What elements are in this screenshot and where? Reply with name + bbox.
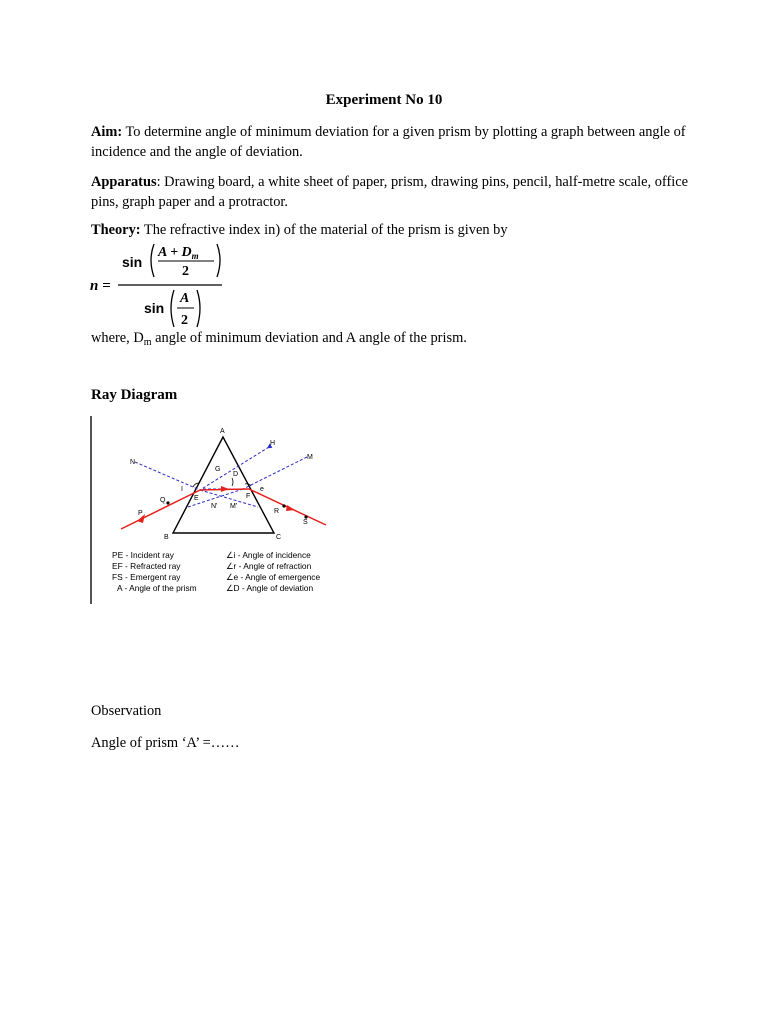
legend-emergent-ray: FS - Emergent ray (112, 572, 181, 582)
theory-label: Theory: (91, 222, 141, 238)
label-i: I (181, 486, 183, 493)
theory-paragraph (91, 220, 691, 240)
aim-label: Aim: (91, 124, 123, 140)
where-suffix: angle of minimum deviation and A angle of the prism. (151, 330, 467, 346)
normal-at-emergence (243, 457, 307, 489)
refractive-index-formula (88, 238, 238, 330)
ray-diagram (93, 420, 343, 605)
legend-angle-of-incidence: ∠i - Angle of incidence (226, 550, 311, 560)
theory-text: The refractive index in) of the material of the prism is given by (140, 222, 508, 238)
normal-at-incidence (135, 462, 200, 490)
angle-of-prism-line: Angle of prism ‘A’ =…… (91, 735, 240, 751)
aim-paragraph (91, 122, 691, 162)
where-subscript: m (143, 337, 152, 348)
apparatus-paragraph (91, 172, 691, 212)
legend-angle-of-refraction: ∠r - Angle of refraction (226, 561, 312, 571)
legend-angle-of-deviation: ∠D - Angle of deviation (226, 583, 314, 593)
label-e-lower: e (260, 486, 264, 493)
label-a: A (220, 428, 225, 435)
apparatus-text: : Drawing board, a white sheet of paper, prism, drawing pins, pencil, half-metre scale, office pins, graph paper and a protractor. (91, 174, 689, 210)
legend-incident-ray: PE - Incident ray (112, 550, 174, 560)
apparatus-label: Apparatus (91, 174, 157, 190)
where-prefix: where, D (91, 330, 144, 346)
formula-sin-bottom: sin (144, 300, 165, 316)
incident-ray (121, 490, 200, 529)
refracted-ray-arrow (221, 486, 229, 492)
pin-dot-q (166, 501, 169, 504)
pin-dot-r (282, 504, 285, 507)
label-d: D (233, 471, 239, 478)
formula-denominator-top: 2 (182, 264, 189, 279)
label-b: B (164, 534, 169, 541)
label-m-prime: M' (230, 503, 238, 510)
label-h: H (270, 440, 276, 447)
formula-denominator-bottom: 2 (181, 313, 188, 328)
formula-lhs: n = (90, 278, 111, 294)
diagram-left-border (90, 416, 92, 604)
label-q: Q (160, 497, 166, 504)
label-m: M (307, 454, 313, 461)
label-s: S (303, 519, 308, 526)
legend-angle-of-emergence: ∠e - Angle of emergence (226, 572, 321, 582)
aim-text: To determine angle of minimum deviation for a given prism by plotting a graph between angle of incidence and the angle of deviation. (91, 124, 686, 160)
angle-arc-d (232, 478, 233, 486)
observation-heading: Observation (91, 703, 162, 719)
label-f: F (246, 493, 251, 500)
ray-diagram-heading: Ray Diagram (91, 387, 178, 403)
legend-refracted-ray: EF - Refracted ray (112, 561, 181, 571)
right-paren-bottom (197, 290, 200, 327)
label-g: G (215, 466, 221, 473)
left-paren-bottom (171, 290, 174, 327)
formula-numerator-top: $A + D_m$ (158, 245, 199, 261)
label-n-prime: N' (211, 503, 218, 510)
formula-sin-top: sin (122, 254, 143, 270)
label-e-upper: E (194, 495, 199, 502)
formula-numerator-bottom: A (180, 291, 190, 306)
emergent-ray-arrow (286, 505, 295, 511)
label-r: R (274, 508, 280, 515)
right-paren-top (217, 244, 220, 277)
label-c: C (276, 534, 282, 541)
left-paren-top (151, 244, 154, 277)
where-paragraph (91, 328, 691, 353)
page-title: Experiment No 10 (325, 92, 443, 108)
legend-angle-of-prism: A - Angle of the prism (117, 583, 197, 593)
label-p: P (138, 510, 143, 517)
label-n: N (130, 459, 136, 466)
incident-ray-extension (200, 447, 269, 490)
